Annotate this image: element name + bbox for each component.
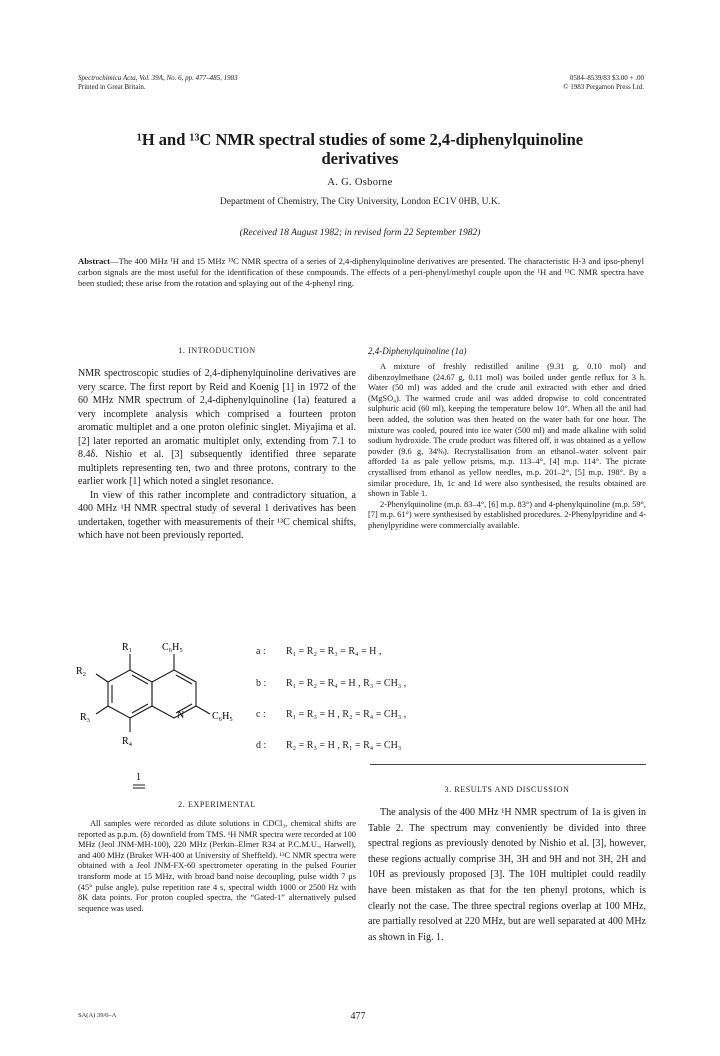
synthesis-heading: 2,4-Diphenylquinoline (1a): [368, 346, 467, 356]
synthesis-paragraph-2: 2-Phenylquinoline (m.p. 83–4°, [6] m.p. 83°) and 4-phenylquinoline (m.p. 59°, [7] m.p. 61°) were synthesised by established procedures. 2-Phenylpyridine and 4-phenylpyridine were commercially available.: [368, 499, 646, 530]
section-heading-results: 3. RESULTS AND DISCUSSION: [444, 785, 570, 794]
abstract-label: Abstract: [78, 256, 110, 266]
received-dates: (Received 18 August 1982; in revised form 22 September 1982): [239, 228, 481, 238]
journal-citation: Spectrochimica Acta, Vol. 39A, No. 6, pp. 477–485, 1983: [78, 74, 238, 82]
author-affiliation: Department of Chemistry, The City University, London EC1V 0HB, U.K.: [219, 197, 501, 207]
derivative-a: [256, 646, 381, 658]
derivative-definition: R₁ = R₂ = R₃ = R₄ = H ,: [286, 646, 382, 657]
running-header-right: [470, 74, 644, 92]
derivative-d: [256, 740, 401, 752]
title-line-1: ¹H and ¹³C NMR spectral studies of some 2,4-diphenylquinoline: [136, 130, 584, 149]
experimental-section: [78, 800, 356, 914]
title-line-2: derivatives: [321, 149, 399, 168]
footer-code: SA(A) 39/6–A: [78, 1012, 117, 1019]
label-r2: R₂: [76, 666, 87, 677]
compound-number: 1: [136, 772, 141, 783]
figure-divider-rule: [370, 764, 646, 765]
label-r4: R₄: [122, 736, 133, 747]
running-header-left: [78, 74, 338, 92]
derivative-letter: d :: [256, 740, 267, 751]
label-r3: R₃: [80, 712, 91, 723]
derivative-b: [256, 678, 406, 690]
price-code: 0584–8539/83 $3.00 + .00: [569, 74, 644, 82]
article-title: [80, 130, 640, 168]
synthesis-section: [368, 346, 646, 532]
synthesis-paragraph-1: A mixture of freshly redistilled aniline (9.31 g, 0.10 mol) and dibenzoylmethane (24.67 g, 0.11 mol) was boiled under gentle reflux for 3 h. Water (50 ml) was added and the crude anil extracted with ether and dried (MgSO₄). The warmed crude anil was added dropwise to cold concentrated sulphuric acid (60 ml), keeping the temperature below 10°. When all the anil had been added, the solution was then heated on the water bath for one hour. The mixture was cooled, poured into ice water (500 ml) and made alkaline with solid sodium hydroxide. The crude product was filtered off, it was obtained as a yellow powder (9.6 g, 34%). Recrystallisation from an ethanol–water solvent pair afforded 1a as pale yellow prisms, m.p. 113–4°, [4] m.p. 114°. The picrate crystallised from ethanol as yellow needles, m.p. 201–2°, [5] m.p. 198°. By a similar procedure, 1b, 1c and 1d were also synthesised, the results obtained are shown in Table 1.: [368, 362, 646, 499]
label-r1: R₁: [122, 642, 133, 653]
quinoline-ring-bonds: [96, 654, 210, 732]
introduction-section: [78, 346, 356, 543]
section-heading-introduction: 1. INTRODUCTION: [178, 346, 256, 355]
section-heading-experimental: 2. EXPERIMENTAL: [178, 800, 256, 809]
printed-location: Printed in Great Britain.: [78, 83, 146, 91]
experimental-paragraph: All samples were recorded as dilute solutions in CDCl₃, chemical shifts are reported as p.p.m. (δ) downfield from TMS. ¹H NMR spectra were recorded at 100 MHz (Jeol JNM-MH-100), 220 MHz (Perkin–Elmer R34 at P.C.M.U., Harwell), and 400 MHz (Bruker WH-400 at University of Sheffield). ¹³C NMR spectra were obtained with a Jeol JNM-FX-60 spectrometer operating in the pulsed Fourier transform mode at 15 MHz, with broad band noise decoupling, pulse width 7 μs (45° pulse angle), pulse repetition rate 4 s, spectral width 1000 or 2500 Hz with 8K data points. For proton coupled spectra, the “Gated-1” alternatively pulsed sequence was used.: [78, 819, 356, 913]
page-number: 477: [350, 1011, 366, 1022]
derivative-letter: a :: [256, 646, 266, 657]
introduction-paragraph-1: NMR spectroscopic studies of 2,4-diphenylquinoline derivatives are very scarce. The first report by Reid and Koenig [1] in 1972 of the 60 MHz NMR spectrum of 2,4-diphenylquinoline (1a) featured a very incomplete analysis which comprised a fourteen proton aromatic multiplet and a one proton olefinic singlet. Miyajima et al. [2] later reported an aromatic multiplet only, extending from 7.1 to 8.4δ. Nishio et al. [3] subsequently identified three separate multiplets representing ten, two and three protons, contrary to the earlier work [1] which noted a singlet resonance.: [78, 368, 356, 487]
derivative-definition: R₂ = R₃ = H , R₁ = R₄ = CH₃: [286, 740, 402, 751]
introduction-paragraph-2: In view of this rather incomplete and contradictory situation, a 400 MHz ¹H NMR spectral study of several 1 derivatives has been undertaken, together with measurements of their ¹³C chemical shifts, which have not been previously reported.: [78, 489, 356, 541]
label-nitrogen: N: [177, 710, 185, 721]
derivative-letter: b :: [256, 678, 267, 689]
author-name: A. G. Osborne: [327, 177, 393, 188]
derivative-definition: R₁ = R₂ = R₄ = H , R₃ = CH₃ ,: [286, 678, 407, 689]
quinoline-structure-figure: [70, 628, 270, 800]
results-paragraph: The analysis of the 400 MHz ¹H NMR spectrum of 1a is given in Table 2. The spectrum may conveniently be divided into three spectral regions as previously denoted by Nishio et al. [3], however, these regions actually comprise 3H, 3H and 9H and not 3H, 2H and 10H as previously proposed [3]. The 10H multiplet could readily have been mistaken as that for the ten phenyl protons, which is clearly not the case. The three spectral regions overlap at 100 MHz, are partially resolved at 220 MHz, but are well separated at 400 MHz as shown in Fig. 1.: [368, 807, 646, 943]
derivative-c: [256, 709, 406, 721]
derivative-letter: c :: [256, 709, 266, 720]
derivative-definition: R₁ = R₃ = H , R₂ = R₄ = CH₃ ,: [286, 709, 407, 720]
results-section: [368, 785, 646, 945]
copyright-notice: © 1983 Pergamon Press Ltd.: [563, 83, 644, 91]
abstract: [78, 256, 644, 290]
label-c6h5-top: C₆H₅: [162, 642, 183, 653]
label-c6h5-right: C₆H₅: [212, 711, 233, 722]
abstract-text: —The 400 MHz ¹H and 15 MHz ¹³C NMR spectra of a series of 2,4-diphenylquinoline derivatives are presented. The characteristic H-3 and ipso-phenyl carbon signals are the most useful for the identification of these compounds. The effects of a peri-phenyl/methyl couple upon the ¹H and ¹³C NMR spectra have been studied; these arise from the rotation and splaying out of the 4-phenyl ring.: [78, 256, 644, 289]
